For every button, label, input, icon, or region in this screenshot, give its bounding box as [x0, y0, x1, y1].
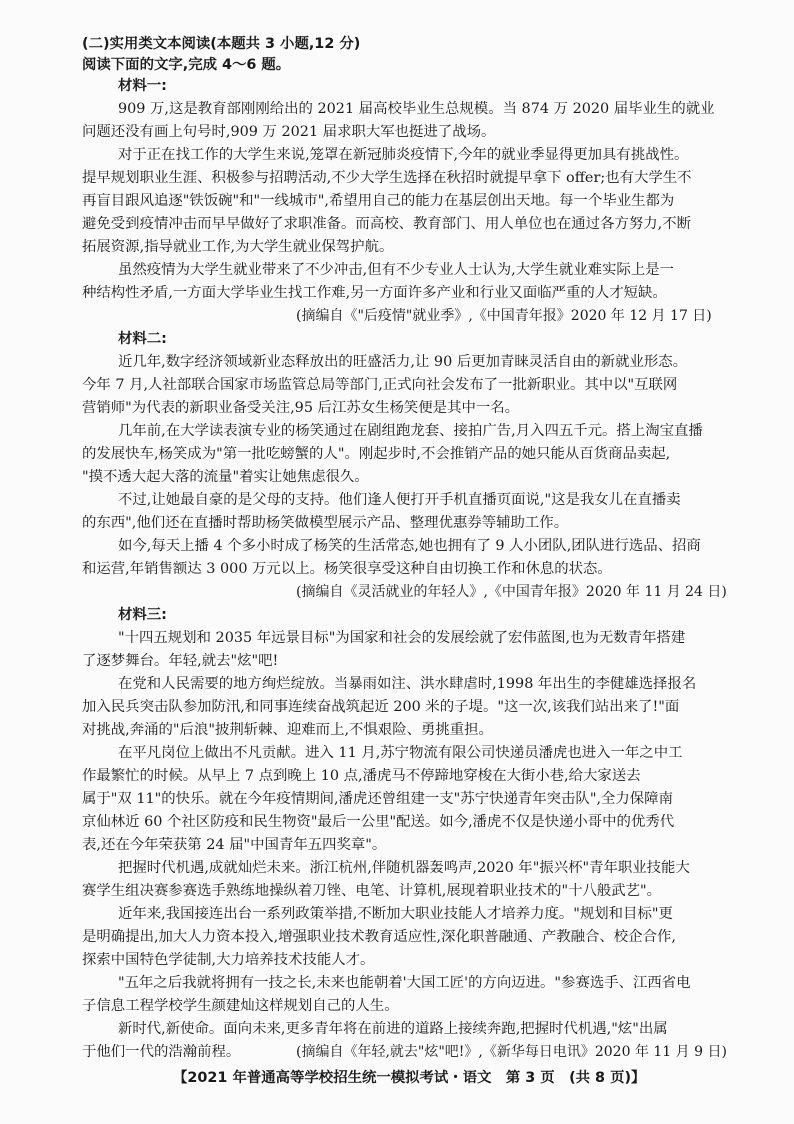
paragraph-line: 作最繁忙的时候。从早上 7 点到晚上 10 点,潘虎马不停蹄地穿梭在大街小巷,给大家送去 — [82, 768, 641, 784]
paragraph-line: 虽然疫情为大学生就业带来了不少冲击,但有不少专业人士认为,大学生就业难实际上是一 — [118, 262, 674, 278]
paragraph-line: 种结构性矛盾,一方面大学毕业生找工作难,另一方面许多产业和行业又面临严重的人才短缺。 — [82, 285, 667, 301]
paragraph-line: 不过,让她最自豪的是父母的支持。他们逢人便打开手机直播页面说,"这是我女儿在直播卖 — [118, 492, 681, 508]
material-2-label: 材料二: — [118, 331, 167, 347]
paragraph-line: 探索中国特色学徒制,大力培养技术技能人才。 — [82, 952, 375, 968]
paragraph-line: 如今,每天上播 4 个多小时成了杨笑的生活常态,她也拥有了 9 人小团队,团队进行选品、招商 — [118, 538, 701, 554]
material-3-source: (摘编自《年轻,就去"炫"吧!》,《新华每日电讯》2020 年 11 月 9 日) — [296, 1044, 727, 1060]
paragraph-line: 近几年,数字经济领域新业态释放出的旺盛活力,让 90 后更加青睐灵活自由的新就业形态。 — [118, 354, 688, 370]
material-2-source: (摘编自《灵活就业的年轻人》,《中国青年报》2020 年 11 月 24 日) — [296, 584, 727, 600]
paragraph-line: 营销师"为代表的新职业备受关注,95 后江苏女生杨笑便是其中一名。 — [82, 400, 520, 416]
paragraph-line: 的东西",他们还在直播时帮助杨笑做模型展示产品、整理优惠券等辅助工作。 — [82, 515, 569, 531]
paragraph-line: "十四五规划和 2035 年远景目标"为国家和社会的发展绘就了宏伟蓝图,也为无数青年搭建 — [118, 630, 686, 646]
paragraph-line: 再盲目跟风追逐"铁饭碗"和"一线城市",希望用自己的能力在基层创出天地。每一个毕业生都为 — [82, 193, 675, 209]
paragraph-line: 把握时代机遇,成就灿烂未来。浙江杭州,伴随机器轰鸣声,2020 年"振兴杯"青年职业技能大 — [118, 860, 690, 876]
footer-text: 【2021 年普通高等学校招生统一模拟考试・语文 第 3 页 (共 8 页)】 — [173, 1070, 646, 1086]
section-title: (二)实用类文本阅读(本题共 3 小题,12 分) — [82, 36, 361, 52]
paragraph-line: 的发展快车,杨笑成为"第一批吃螃蟹的人"。刚起步时,不会推销产品的她只能从百货商品卖起, — [82, 446, 671, 462]
paragraph-line: 避免受到疫情冲击而早早做好了求职准备。而高校、教育部门、用人单位也在通过各方努力,不断 — [82, 216, 691, 232]
paragraph-line: 子信息工程学校学生颜建灿这样规划自己的人生。 — [82, 998, 399, 1014]
paragraph-line: 了逐梦舞台。年轻,就去"炫"吧! — [82, 653, 279, 669]
paragraph-line: 拓展资源,指导就业工作,为大学生就业保驾护航。 — [82, 239, 394, 255]
paragraph-line: "摸不透大起大落的流量"着实让她焦虑很久。 — [82, 469, 369, 485]
paragraph-line: 对于正在找工作的大学生来说,笼罩在新冠肺炎疫情下,今年的就业季显得更加具有挑战性。 — [118, 147, 689, 163]
paragraph-line: 赛学生组决赛参赛选手熟练地操纵着刀锉、电笔、计算机,展现着职业技术的"十八般武艺"。 — [82, 883, 662, 899]
paragraph-line: 几年前,在大学读表演专业的杨笑通过在剧组跑龙套、接拍广告,月入四五千元。搭上淘宝直播 — [118, 423, 703, 439]
paragraph-line: 在党和人民需要的地方绚烂绽放。当暴雨如注、洪水肆虐时,1998 年出生的李健雄选择报名 — [118, 676, 697, 692]
paragraph-line: 是明确提出,加大人力资本投入,增强职业技术教育适应性,深化职普融通、产教融合、校企合作, — [82, 929, 676, 945]
paragraph-line: 属于"双 11"的快乐。就在今年疫情期间,潘虎还曾组建一支"苏宁快递青年突击队",全力保障南 — [82, 791, 673, 807]
paragraph-line: 在平凡岗位上做出不凡贡献。进入 11 月,苏宁物流有限公司快递员潘虎也进入一年之中工 — [118, 745, 683, 761]
paragraph-line: "五年之后我就将拥有一技之长,未来也能朝着'大国工匠'的方向迈进。"参赛选手、江西省电 — [118, 975, 691, 991]
paragraph-line: 京仙林近 60 个社区防疫和民生物资"最后一公里"配送。如今,潘虎不仅是快递小哥中的优秀代 — [82, 814, 675, 830]
instruction-text: 阅读下面的文字,完成 4～6 题。 — [82, 57, 291, 73]
paragraph-line: 对挑战,奔涌的"后浪"披荆斩棘、迎难而上,不惧艰险、勇挑重担。 — [82, 722, 493, 738]
paragraph-line: 909 万,这是教育部刚刚给出的 2021 届高校毕业生总规模。当 874 万 2020 届毕业生的就业 — [118, 101, 715, 117]
paragraph-line: 近年来,我国接连出台一系列政策举措,不断加大职业技能人才培养力度。"规划和目标"更 — [118, 906, 673, 922]
paragraph-line: 新时代,新使命。面向未来,更多青年将在前进的道路上接续奔跑,把握时代机遇,"炫"出属 — [118, 1021, 668, 1037]
paragraph-line: 问题还没有画上句号时,909 万 2021 届求职大军也挺进了战场。 — [82, 124, 496, 140]
paragraph-line: 表,还在今年荣获第 24 届"中国青年五四奖章"。 — [82, 837, 387, 853]
material-1-label: 材料一: — [118, 78, 167, 94]
material-3-label: 材料三: — [118, 607, 167, 623]
paragraph-line: 提早规划职业生涯、积极参与招聘活动,不少大学生选择在秋招时就提早拿下 offer;也有大学生不 — [82, 170, 692, 186]
material-1-source: (摘编自《"后疫情"就业季》,《中国青年报》2020 年 12 月 17 日) — [296, 308, 712, 324]
paragraph-line: 今年 7 月,人社部联合国家市场监管总局等部门,正式向社会发布了一批新职业。其中以"互联网 — [82, 377, 678, 393]
paragraph-line: 加入民兵突击队参加防汛,和同事连续奋战筑起近 200 米的子堤。"这一次,该我们站出来了!"面 — [82, 699, 680, 715]
paragraph-line: 和运营,年销售额达 3 000 万元以上。杨笑很享受这种自由切换工作和休息的状态。 — [82, 561, 612, 577]
paragraph-line: 于他们一代的浩瀚前程。 — [82, 1044, 241, 1060]
